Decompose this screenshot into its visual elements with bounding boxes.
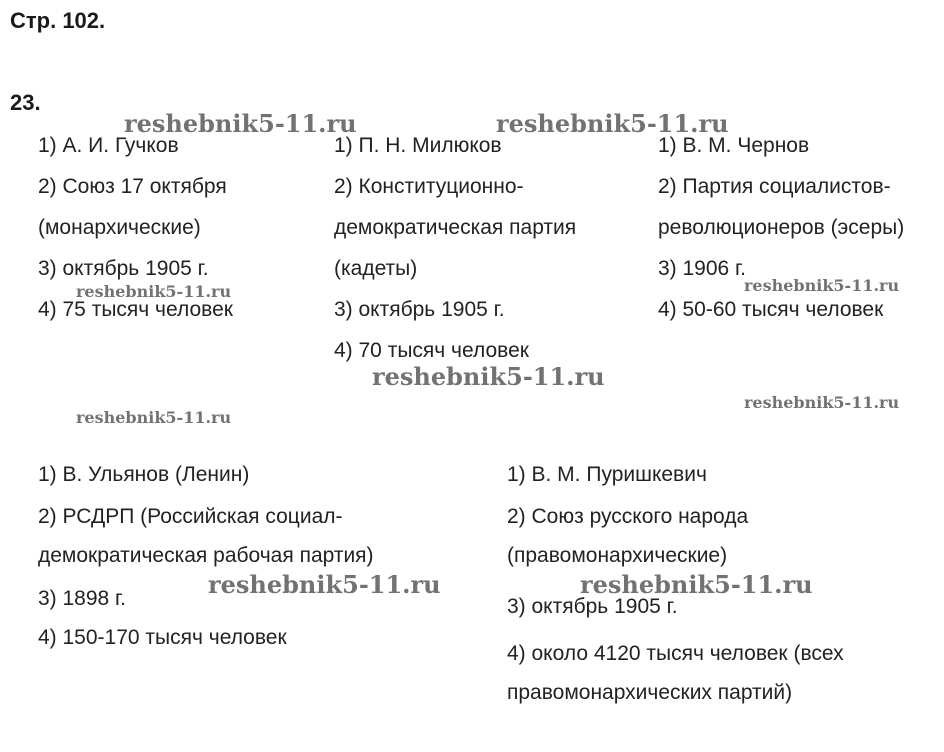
- block-3-line-4: 3) 1906 г.: [658, 257, 746, 280]
- watermark: reshebnik5-11.ru: [580, 570, 813, 599]
- watermark: reshebnik5-11.ru: [208, 570, 441, 599]
- block-1-line-3: (монархические): [38, 216, 201, 239]
- block-2-line-1: 1) П. Н. Милюков: [334, 134, 502, 157]
- block-5-line-5: 4) около 4120 тысяч человек (всех: [507, 642, 844, 665]
- block-1-line-2: 2) Союз 17 октября: [38, 175, 227, 198]
- block-5-line-6: правомонархических партий): [507, 681, 793, 704]
- block-3-line-5: 4) 50-60 тысяч человек: [658, 298, 884, 321]
- block-2-line-3: демократическая партия: [334, 216, 577, 239]
- block-3-line-2: 2) Партия социалистов-: [658, 175, 891, 198]
- block-4-line-5: 4) 150-170 тысяч человек: [38, 626, 287, 649]
- block-1-line-5: 4) 75 тысяч человек: [38, 298, 233, 321]
- watermark: reshebnik5-11.ru: [744, 276, 900, 295]
- block-3-line-3: революционеров (эсеры): [658, 216, 905, 239]
- block-2-line-2: 2) Конституционно-: [334, 175, 524, 198]
- block-4-line-1: 1) В. Ульянов (Ленин): [38, 463, 250, 486]
- block-5-line-4: 3) октябрь 1905 г.: [507, 595, 678, 618]
- block-1-line-4: 3) октябрь 1905 г.: [38, 257, 209, 280]
- watermark: reshebnik5-11.ru: [76, 282, 232, 301]
- watermark: reshebnik5-11.ru: [372, 362, 605, 391]
- block-2-line-5: 3) октябрь 1905 г.: [334, 298, 505, 321]
- task-number: 23.: [10, 90, 41, 115]
- watermark: reshebnik5-11.ru: [124, 109, 357, 138]
- block-3-line-1: 1) В. М. Чернов: [658, 134, 810, 157]
- watermark: reshebnik5-11.ru: [496, 109, 729, 138]
- block-5-line-1: 1) В. М. Пуришкевич: [507, 463, 707, 486]
- block-1-line-1: 1) А. И. Гучков: [38, 134, 179, 157]
- block-5-line-2: 2) Союз русского народа: [507, 505, 749, 528]
- block-2-line-4: (кадеты): [334, 257, 418, 280]
- block-5-line-3: (правомонархические): [507, 544, 728, 567]
- block-2-line-6: 4) 70 тысяч человек: [334, 339, 529, 362]
- watermark: reshebnik5-11.ru: [744, 393, 900, 412]
- watermark: reshebnik5-11.ru: [76, 408, 232, 427]
- block-4-line-4: 3) 1898 г.: [38, 587, 126, 610]
- page-header: Стр. 102.: [10, 8, 106, 33]
- block-4-line-2: 2) РСДРП (Российская социал-: [38, 505, 343, 528]
- block-4-line-3: демократическая рабочая партия): [38, 544, 374, 567]
